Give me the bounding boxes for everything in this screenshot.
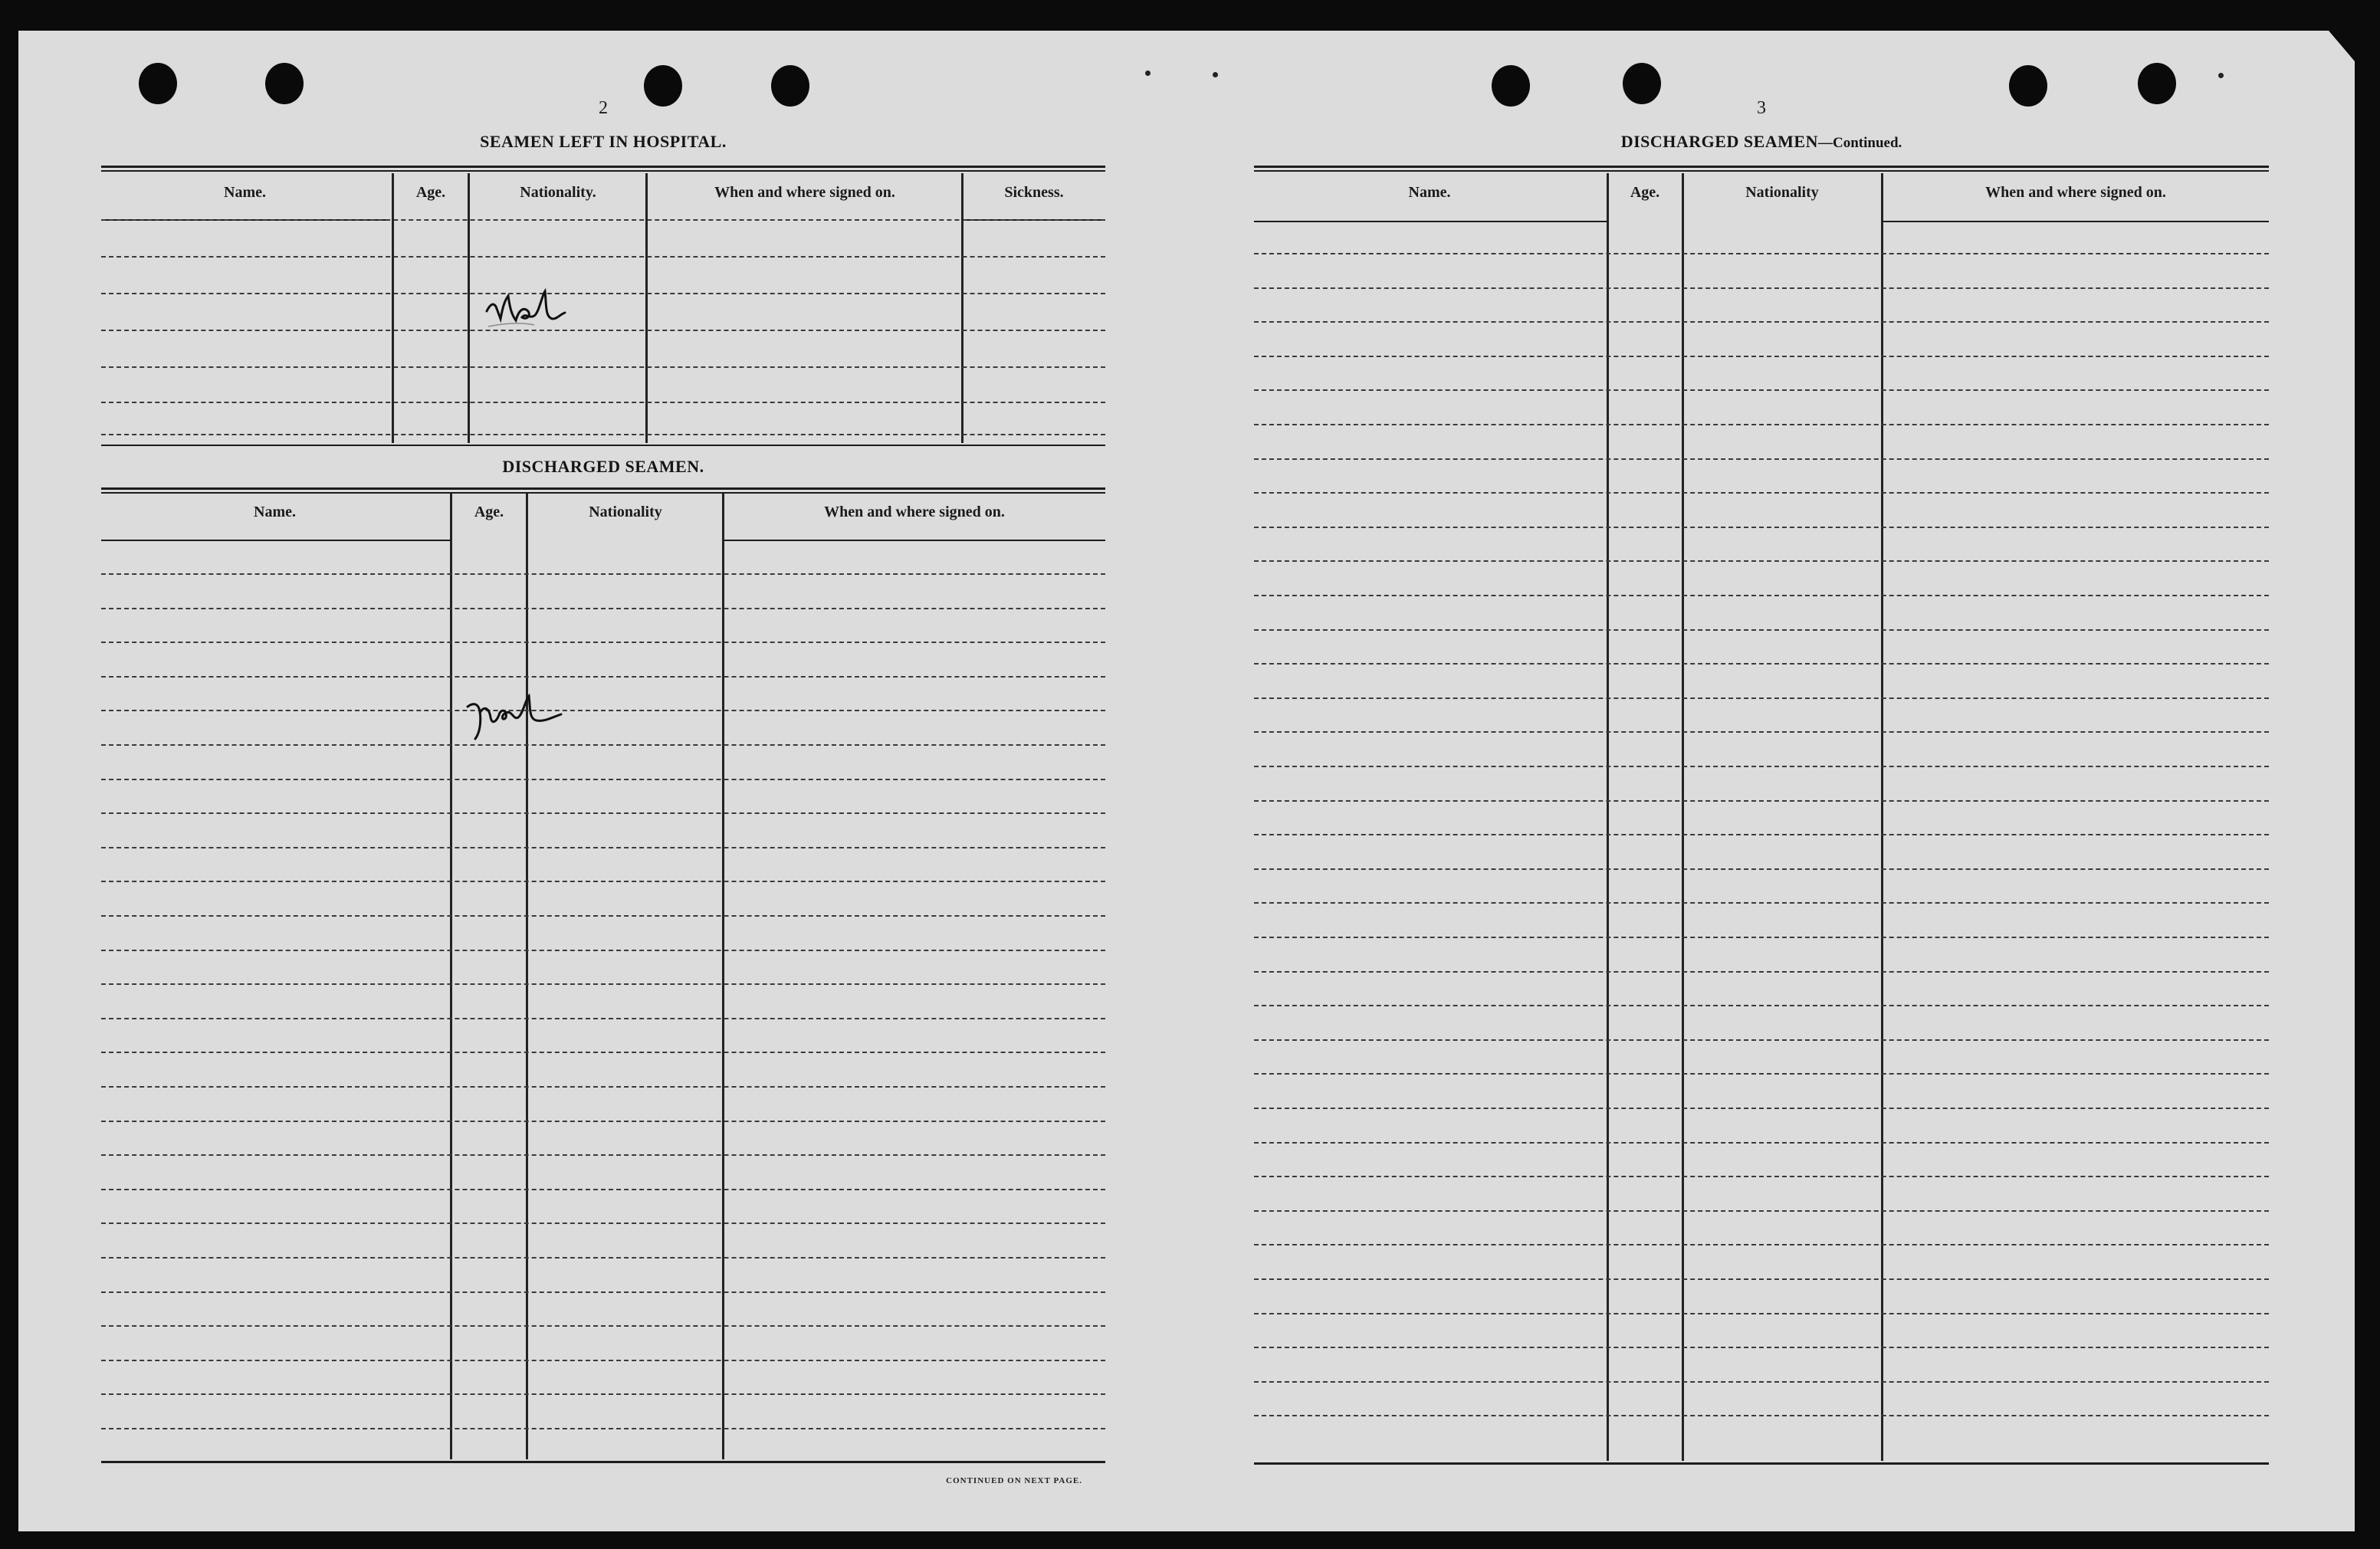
section-title-suffix: —Continued. — [1817, 135, 1902, 151]
left-page — [101, 31, 1105, 1531]
header-underline — [1254, 221, 1607, 222]
hospital-bottom-rule — [101, 445, 1105, 446]
entry-line — [101, 779, 1105, 780]
entry-line — [1254, 1142, 2269, 1144]
entry-line — [101, 642, 1105, 643]
entry-line — [101, 676, 1105, 678]
entry-line — [101, 608, 1105, 609]
header-underline — [1883, 221, 2269, 222]
entry-line — [1254, 1278, 2269, 1280]
entry-line — [101, 950, 1105, 951]
entry-line — [101, 1393, 1105, 1395]
entry-line — [1254, 937, 2269, 938]
entry-line — [101, 1360, 1105, 1361]
entry-line — [101, 915, 1105, 917]
column-divider — [526, 494, 528, 1459]
entry-line — [101, 744, 1105, 746]
col-header-age: Age. — [474, 504, 504, 520]
header-underline — [724, 540, 1105, 541]
header-underline — [101, 540, 450, 541]
col-header-sickness: Sickness. — [1004, 184, 1064, 201]
col-header-name: Name. — [254, 504, 296, 520]
entry-line — [101, 881, 1105, 882]
entry-line — [101, 434, 1105, 435]
col-header-when-where: When and where signed on. — [714, 184, 895, 201]
col-header-nationality: Nationality. — [520, 184, 596, 201]
entry-line — [101, 219, 1105, 221]
entry-line — [1254, 492, 2269, 494]
entry-line — [101, 573, 1105, 575]
entry-line — [1254, 527, 2269, 528]
entry-line — [1254, 1108, 2269, 1109]
entry-line — [1254, 1381, 2269, 1383]
entry-line — [101, 710, 1105, 711]
column-divider — [1682, 173, 1684, 1461]
column-divider — [1607, 173, 1609, 1461]
entry-line — [1254, 629, 2269, 631]
handwritten-nil-signature — [463, 691, 578, 745]
entry-line — [101, 1325, 1105, 1327]
col-header-nationality: Nationality — [589, 504, 662, 520]
ink-speck — [1213, 72, 1218, 77]
ledger-sheet — [18, 31, 2355, 1531]
entry-line — [1254, 253, 2269, 254]
entry-line — [1254, 1244, 2269, 1245]
entry-line — [101, 1018, 1105, 1019]
entry-line — [101, 366, 1105, 368]
entry-line — [101, 1189, 1105, 1190]
handwritten-nil-signature — [481, 284, 573, 345]
discharged-top-rule — [101, 487, 1105, 490]
discharged-bottom-rule — [101, 1461, 1105, 1463]
entry-line — [101, 812, 1105, 814]
col-header-name: Name. — [1408, 184, 1451, 201]
entry-line — [101, 330, 1105, 331]
col-header-when-where: When and where signed on. — [1985, 184, 2166, 201]
entry-line — [101, 1428, 1105, 1429]
discharged-section-title: DISCHARGED SEAMEN. — [502, 457, 704, 476]
col-header-age: Age. — [415, 184, 446, 201]
entry-line — [1254, 902, 2269, 904]
column-divider — [1881, 173, 1883, 1461]
hospital-section-title: SEAMEN LEFT IN HOSPITAL. — [480, 132, 727, 151]
entry-line — [1254, 1176, 2269, 1177]
entry-line — [101, 1052, 1105, 1053]
entry-line — [101, 402, 1105, 403]
entry-line — [1254, 1415, 2269, 1416]
entry-line — [101, 293, 1105, 294]
entry-line — [1254, 356, 2269, 357]
entry-line — [101, 1291, 1105, 1293]
continued-bottom-rule — [1254, 1462, 2269, 1465]
entry-line — [1254, 1073, 2269, 1075]
entry-line — [1254, 458, 2269, 460]
entry-line — [1254, 1347, 2269, 1348]
col-header-name: Name. — [224, 184, 266, 201]
entry-line — [1254, 287, 2269, 289]
entry-line — [1254, 697, 2269, 699]
discharged-continued-title — [1254, 132, 2269, 152]
continued-footer: CONTINUED ON NEXT PAGE. — [946, 1476, 1082, 1485]
torn-corner — [2329, 31, 2355, 61]
entry-line — [1254, 971, 2269, 973]
column-divider — [722, 494, 724, 1459]
page-number: 3 — [1757, 98, 1766, 118]
entry-line — [1254, 1210, 2269, 1212]
entry-line — [1254, 834, 2269, 835]
entry-line — [1254, 560, 2269, 562]
entry-line — [1254, 1039, 2269, 1041]
entry-line — [1254, 731, 2269, 733]
entry-line — [1254, 1313, 2269, 1314]
entry-line — [1254, 389, 2269, 391]
page-number: 2 — [599, 98, 608, 118]
entry-line — [1254, 424, 2269, 425]
entry-line — [101, 1121, 1105, 1122]
section-title-text: DISCHARGED SEAMEN — [1620, 132, 1818, 151]
entry-line — [1254, 595, 2269, 596]
entry-line — [101, 1222, 1105, 1224]
entry-line — [1254, 868, 2269, 870]
discharged-continued-top-rule — [1254, 166, 2269, 168]
entry-line — [101, 983, 1105, 985]
entry-line — [101, 847, 1105, 848]
entry-line — [101, 1154, 1105, 1156]
hospital-top-rule — [101, 166, 1105, 168]
col-header-when-where: When and where signed on. — [824, 504, 1005, 520]
col-header-age: Age. — [1630, 184, 1660, 201]
entry-line — [1254, 321, 2269, 323]
ink-speck — [1145, 71, 1151, 76]
column-divider — [450, 494, 452, 1459]
col-header-nationality: Nationality — [1745, 184, 1819, 201]
entry-line — [101, 1086, 1105, 1088]
entry-line — [1254, 663, 2269, 665]
entry-line — [101, 256, 1105, 258]
entry-line — [1254, 766, 2269, 767]
entry-line — [101, 1257, 1105, 1259]
entry-line — [1254, 1005, 2269, 1006]
right-page — [1254, 31, 2269, 1531]
entry-line — [1254, 800, 2269, 802]
